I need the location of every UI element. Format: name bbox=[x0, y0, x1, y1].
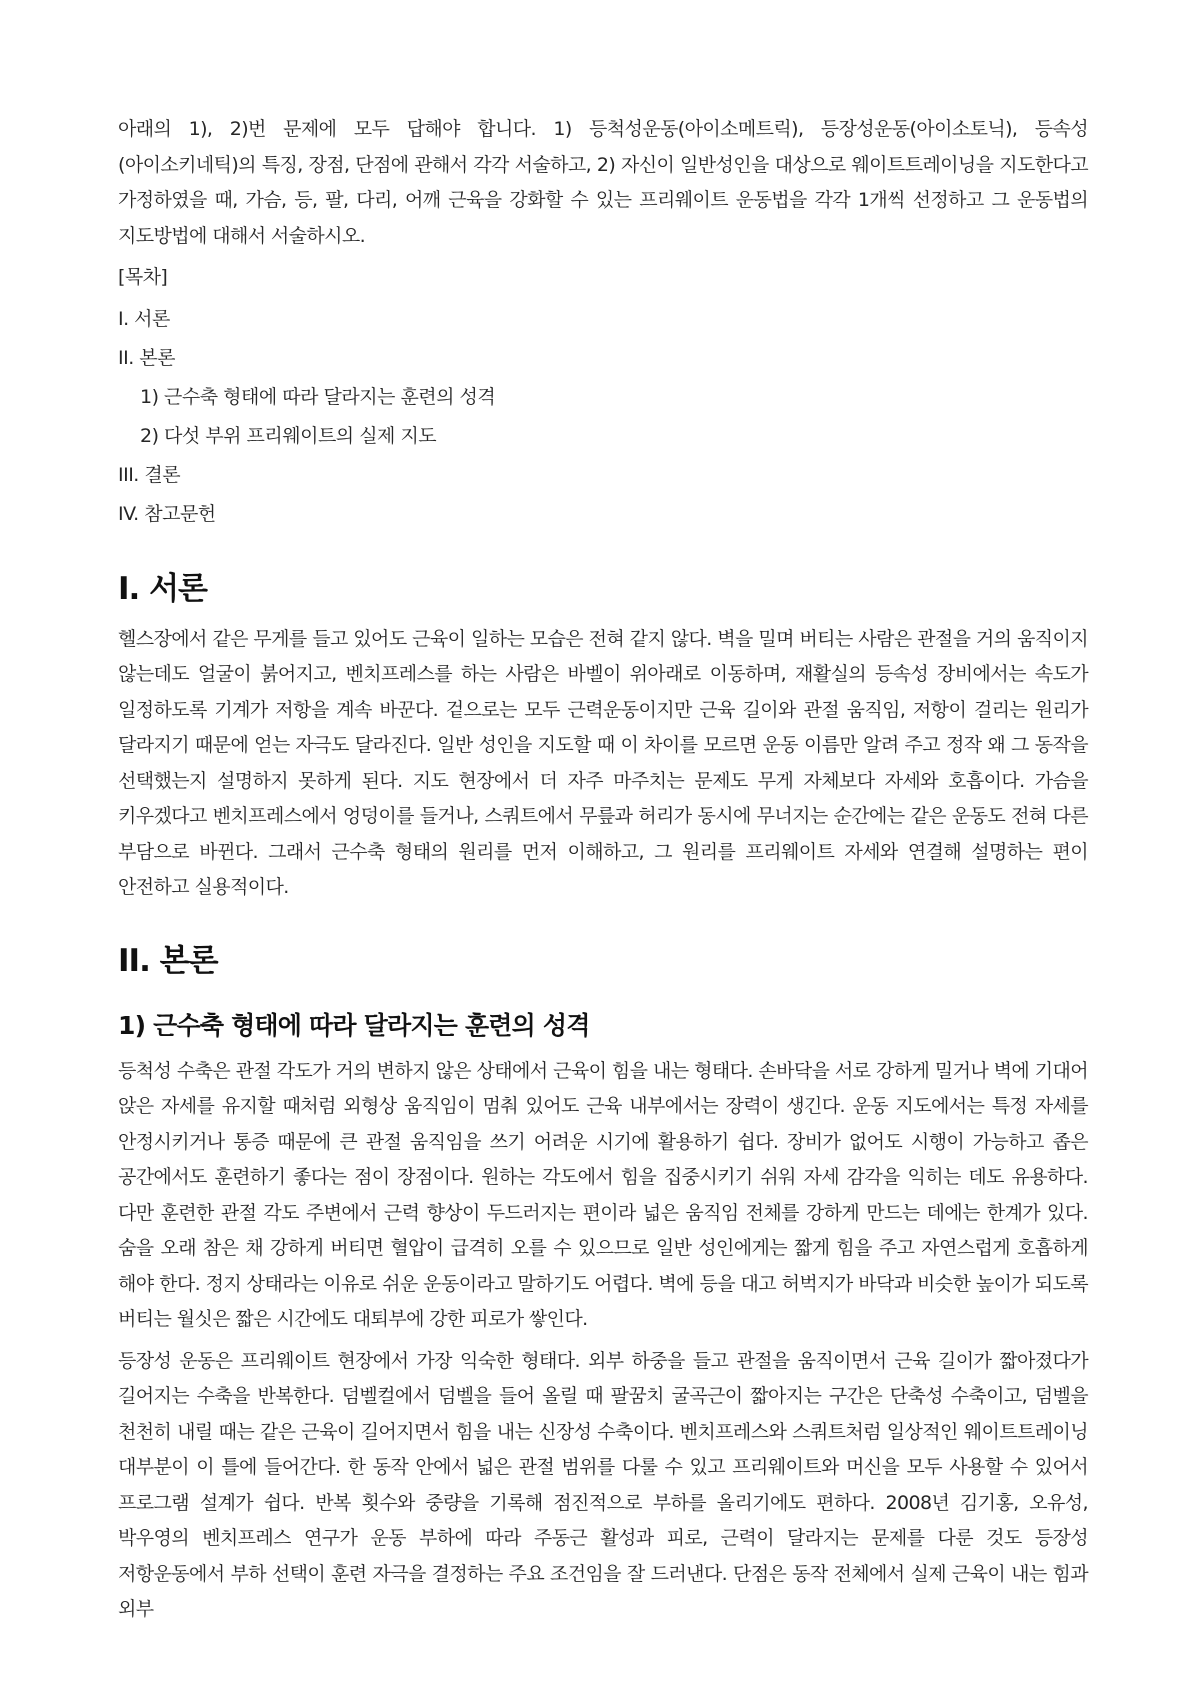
toc-item-conclusion: III. 결론 bbox=[118, 463, 181, 486]
table-of-contents bbox=[118, 260, 1088, 534]
toc-item-introduction: I. 서론 bbox=[118, 307, 170, 330]
introduction-paragraph: 헬스장에서 같은 무게를 들고 있어도 근육이 일하는 모습은 전혀 같지 않다. 벽을 밀며 버티는 사람은 관절을 거의 움직이지 않는데도 얼굴이 붉어지고, 벤치프레스를 하는 사람은 바벨이 위아래로 이동하며, 재활실의 등속성 장비에서는 속도가 일정하도록 기계가 저항을 계속 바꾼다. 겉으로는 모두 근력운동이지만 근육 길이와 관절 움직임, 저항이 걸리는 원리가 달라지기 때문에 얻는 자극도 달라진다. 일반 성인을 지도할 때 이 차이를 모르면 운동 이름만 알려 주고 정작 왜 그 동작을 선택했는지 설명하지 못하게 된다. 지도 현장에서 더 자주 마주치는 문제도 무게 자체보다 자세와 호흡이다. 가슴을 키우겠다고 벤치프레스에서 엉덩이를 들거나, 스쿼트에서 무릎과 허리가 동시에 무너지는 순간에는 같은 운동도 전혀 다른 부담으로 바뀐다. 그래서 근수축 형태의 원리를 먼저 이해하고, 그 원리를 프리웨이트 자세와 연결해 설명하는 편이 안전하고 실용적이다. bbox=[118, 627, 1088, 898]
toc-item-body-sub2: 2) 다섯 부위 프리웨이트의 실제 지도 bbox=[140, 424, 437, 447]
toc-title: [목차] bbox=[118, 266, 168, 288]
section-heading-introduction: I. 서론 bbox=[118, 570, 207, 607]
subsection-heading-contraction-types: 1) 근수축 형태에 따라 달라지는 훈련의 성격 bbox=[118, 1010, 590, 1040]
toc-item-body-sub1: 1) 근수축 형태에 따라 달라지는 훈련의 성격 bbox=[140, 385, 496, 408]
toc-item-body: II. 본론 bbox=[118, 346, 175, 369]
toc-item-references: IV. 참고문헌 bbox=[118, 502, 216, 525]
body-paragraph-isometric: 등척성 수축은 관절 각도가 거의 변하지 않은 상태에서 근육이 힘을 내는 형태다. 손바닥을 서로 강하게 밀거나 벽에 기대어 앉은 자세를 유지할 때처럼 외형상 움직임이 멈춰 있어도 근육 내부에서는 장력이 생긴다. 운동 지도에서는 특정 자세를 안정시키거나 통증 때문에 큰 관절 움직임을 쓰기 어려운 시기에 활용하기 쉽다. 장비가 없어도 시행이 가능하고 좁은 공간에서도 훈련하기 좋다는 점이 장점이다. 원하는 각도에서 힘을 집중시키기 쉬워 자세 감각을 익히는 데도 유용하다. 다만 훈련한 관절 각도 주변에서 근력 향상이 두드러지는 편이라 넓은 움직임 전체를 강하게 만드는 데에는 한계가 있다. 숨을 오래 참은 채 강하게 버티면 혈압이 급격히 오를 수 있으므로 일반 성인에게는 짧게 힘을 주고 자연스럽게 호흡하게 해야 한다. 정지 상태라는 이유로 쉬운 운동이라고 말하기도 어렵다. 벽에 등을 대고 허벅지가 바닥과 비슷한 높이가 되도록 버티는 월싯은 짧은 시간에도 대퇴부에 강한 피로가 쌓인다. bbox=[118, 1059, 1088, 1330]
section-heading-body: II. 본론 bbox=[118, 942, 218, 979]
body-paragraph-isotonic: 등장성 운동은 프리웨이트 현장에서 가장 익숙한 형태다. 외부 하중을 들고 관절을 움직이면서 근육 길이가 짧아졌다가 길어지는 수축을 반복한다. 덤벨컬에서 덤벨을 들어 올릴 때 팔꿈치 굴곡근이 짧아지는 구간은 단축성 수축이고, 덤벨을 천천히 내릴 때는 같은 근육이 길어지면서 힘을 내는 신장성 수축이다. 벤치프레스와 스쿼트처럼 일상적인 웨이트트레이닝 대부분이 이 틀에 들어간다. 한 동작 안에서 넓은 관절 범위를 다룰 수 있고 프리웨이트와 머신을 모두 사용할 수 있어서 프로그램 설계가 쉽다. 반복 횟수와 중량을 기록해 점진적으로 부하를 올리기에도 편하다. 2008년 김기홍, 오유성, 박우영의 벤치프레스 연구가 운동 부하에 따라 주동근 활성과 피로, 근력이 달라지는 문제를 다룬 것도 등장성 저항운동에서 부하 선택이 훈련 자극을 결정하는 주요 조건임을 잘 드러낸다. 단점은 동작 전체에서 실제 근육이 내는 힘과 외부 bbox=[118, 1349, 1088, 1620]
assignment-prompt: 아래의 1), 2)번 문제에 모두 답해야 합니다. 1) 등척성운동(아이소메트릭), 등장성운동(아이소토닉), 등속성(아이소키네틱)의 특징, 장점, 단점에 관해서 각각 서술하고, 2) 자신이 일반성인을 대상으로 웨이트트레이닝을 지도한다고 가정하였을 때, 가슴, 등, 팔, 다리, 어깨 근육을 강화할 수 있는 프리웨이트 운동법을 각각 1개씩 선정하고 그 운동법의 지도방법에 대해서 서술하시오. bbox=[118, 118, 1088, 247]
document-page bbox=[118, 112, 1088, 1628]
